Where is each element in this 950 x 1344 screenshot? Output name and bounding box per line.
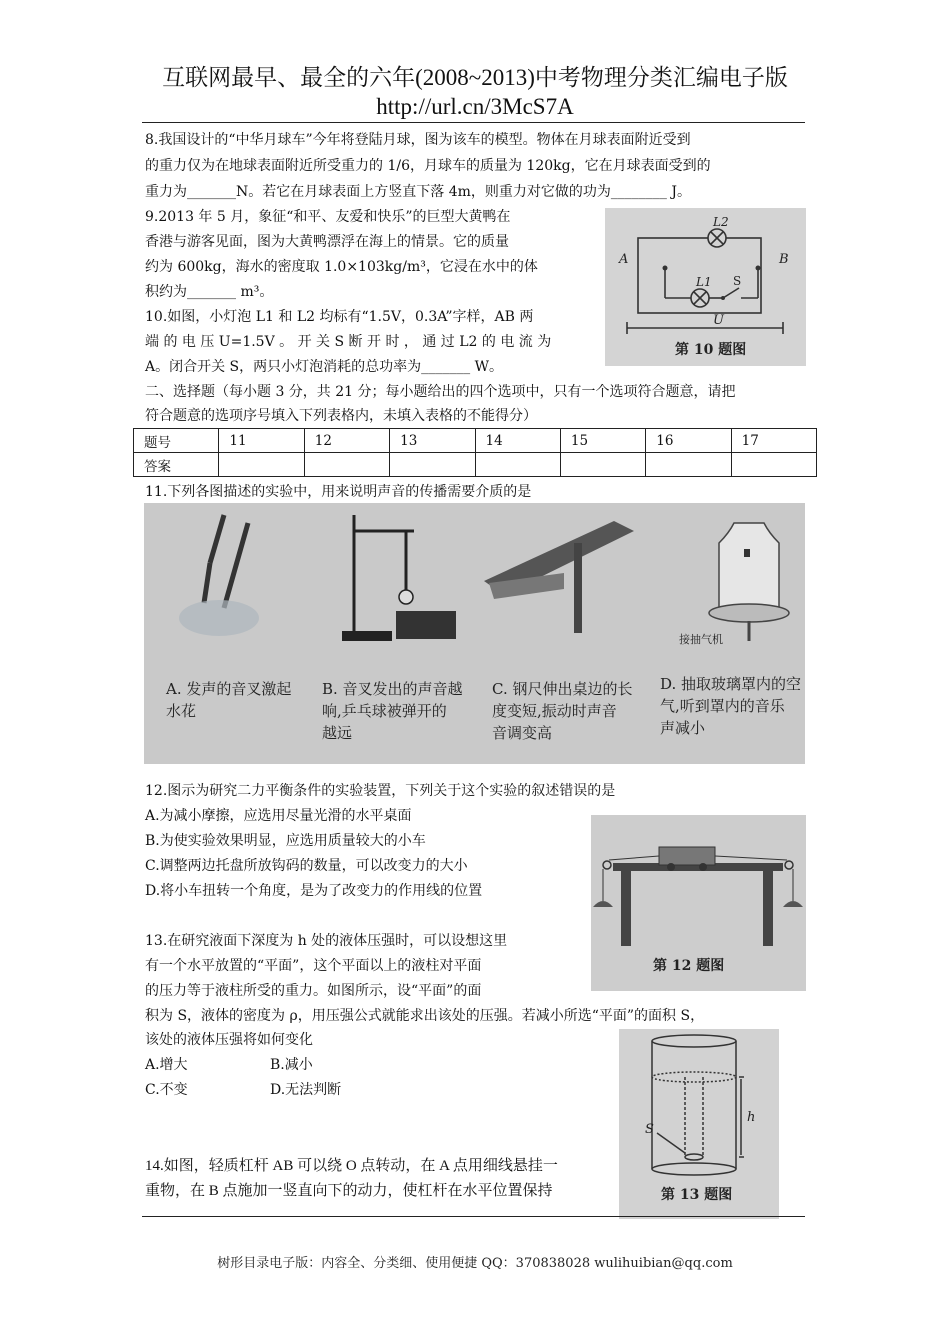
q9-line: 9.2013 年 5 月，象征“和平、友爱和快乐”的巨型大黄鸭在 [145,209,511,225]
q14-line: 14.如图，轻质杠杆 AB 可以绕 O 点转动，在 A 点用细线悬挂一 [145,1158,558,1174]
q8-line: 8.我国设计的“中华月球车”今年将登陆月球，图为该车的模型。物体在月球表面附近受到 [145,132,691,148]
table-row [134,429,817,453]
q13-line: 的压力等于液柱所受的重力。如图所示，设“平面”的面 [145,983,482,999]
bell-jar-icon [709,523,789,641]
table-cell: 16 [646,429,731,453]
label-l2: L2 [713,215,729,229]
table-cell: 12 [304,429,389,453]
answer-table [133,428,817,477]
balance-table-icon [593,847,803,946]
q11-stem: 11.下列各图描述的实验中，用来说明声音的传播需要介质的是 [145,484,532,500]
q13-figure-caption: 第 13 题图 [661,1187,733,1203]
q11-option-d: D. 抽取玻璃罩内的空 气,听到罩内的音乐 声减小 [660,675,802,737]
q12-figure [591,815,806,991]
q13-option-b: B.减小 [270,1057,313,1073]
liquid-cylinder-icon [652,1035,744,1175]
table-cell: 17 [731,429,816,453]
q10-line: 端 的 电 压 U=1.5V 。 开 关 S 断 开 时 ， 通 过 L2 的 电 流 为 [145,334,552,350]
q14-line: 重物，在 B 点施加一竖直向下的动力，使杠杆在水平位置保持 [145,1183,553,1199]
q10-circuit-figure [605,208,806,366]
table-cell: 13 [390,429,475,453]
q12-stem: 12.图示为研究二力平衡条件的实验装置，下列关于这个实验的叙述错误的是 [145,783,616,799]
q10-line: 10.如图，小灯泡 L1 和 L2 均标有“1.5V，0.3A”字样，AB 两 [145,309,534,325]
section-instructions: 二、选择题（每小题 3 分，共 21 分；每小题给出的四个选项中，只有一个选项符合题意，请把 [145,384,736,400]
table-cell: 答案 [134,453,219,477]
q12-option-a: A.为减小摩擦，应选用尽量光滑的水平桌面 [145,808,412,824]
q12-option-c: C.调整两边托盘所放钩码的数量，可以改变力的大小 [145,858,468,874]
document-title: 互联网最早、最全的六年(2008~2013)中考物理分类汇编电子版 [162,65,788,90]
q9-line: 积约为_______ m³。 [145,284,274,300]
q10-line: A。闭合开关 S，两只小灯泡消耗的总功率为_______ W。 [145,359,503,375]
ruler-on-desk-icon [484,521,634,633]
q13-line: 13.在研究液面下深度为 h 处的液体压强时，可以设想这里 [145,933,508,949]
q11-option-c: C. 钢尺伸出桌边的长 度变短,振动时声音 音调变高 [492,680,633,742]
q9-line: 香港与游客见面，图为大黄鸭漂浮在海上的情景。它的质量 [145,234,509,250]
table-cell: 15 [560,429,645,453]
answer-cell[interactable] [646,453,731,477]
q8-line: 的重力仅为在地球表面附近所受重力的 1/6，月球车的质量为 120kg，它在月球表面受到的 [145,158,711,174]
answer-cell[interactable] [475,453,560,477]
q11-option-b: B. 音叉发出的声音越 响,乒乓球被弹开的 越远 [322,680,463,742]
label-s: S [645,1122,654,1137]
label-b: B [779,252,789,267]
label-h: h [747,1110,756,1125]
answer-cell[interactable] [560,453,645,477]
fork-box [396,611,456,639]
answer-cell[interactable] [304,453,389,477]
q12-option-b: B.为使实验效果明显，应选用质量较大的小车 [145,833,426,849]
label-l1: L1 [696,275,712,289]
q13-line: 积为 S，液体的密度为 ρ，用压强公式就能求出该处的压强。若减小所选“平面”的面积 S， [145,1008,705,1024]
q13-option-a: A.增大 [145,1057,188,1073]
label-a: A [619,252,629,267]
label-s: S [733,274,742,288]
section-instructions: 符合题意的选项序号填入下列表格内，未填入表格的不能得分） [145,408,537,424]
answer-cell[interactable] [731,453,816,477]
q8-line: 重力为_______N。若它在月球表面上方竖直下落 4m，则重力对它做的功为________ J。 [145,184,691,200]
q13-figure [619,1029,779,1219]
q9-line: 约为 600kg，海水的密度取 1.0×103kg/m³，它浸在水中的体 [145,259,538,275]
answer-cell[interactable] [219,453,304,477]
pump-label: 接抽气机 [679,633,723,646]
table-cell: 14 [475,429,560,453]
q11-figure [144,503,805,764]
q13-line: 有一个水平放置的“平面”，这个平面以上的液柱对平面 [145,958,482,974]
water-splash-icon [179,600,259,636]
q11-option-a: A. 发声的音叉激起 水花 [166,680,292,720]
answer-cell[interactable] [390,453,475,477]
q12-option-d: D.将小车扭转一个角度，是为了改变力的作用线的位置 [145,883,483,899]
tuning-fork-icon [204,515,248,608]
footer-divider [142,1216,805,1217]
header-divider [142,122,805,123]
table-cell: 11 [219,429,304,453]
q10-figure-caption: 第 10 题图 [675,342,747,358]
ping-pong-ball-icon [399,590,413,604]
stand-base [342,631,392,641]
q12-figure-caption: 第 12 题图 [653,958,725,974]
label-u: U [713,313,724,328]
q13-option-d: D.无法判断 [270,1082,342,1098]
document-url[interactable]: http://url.cn/3McS7A [376,94,574,119]
table-row [134,453,817,477]
table-cell: 题号 [134,429,219,453]
q13-line: 该处的液体压强将如何变化 [145,1032,313,1048]
q13-option-c: C.不变 [145,1082,188,1098]
footer-text: 树形目录电子版：内容全、分类细、使用便捷 QQ：370838028 wulihuibian@qq.com [217,1256,733,1271]
